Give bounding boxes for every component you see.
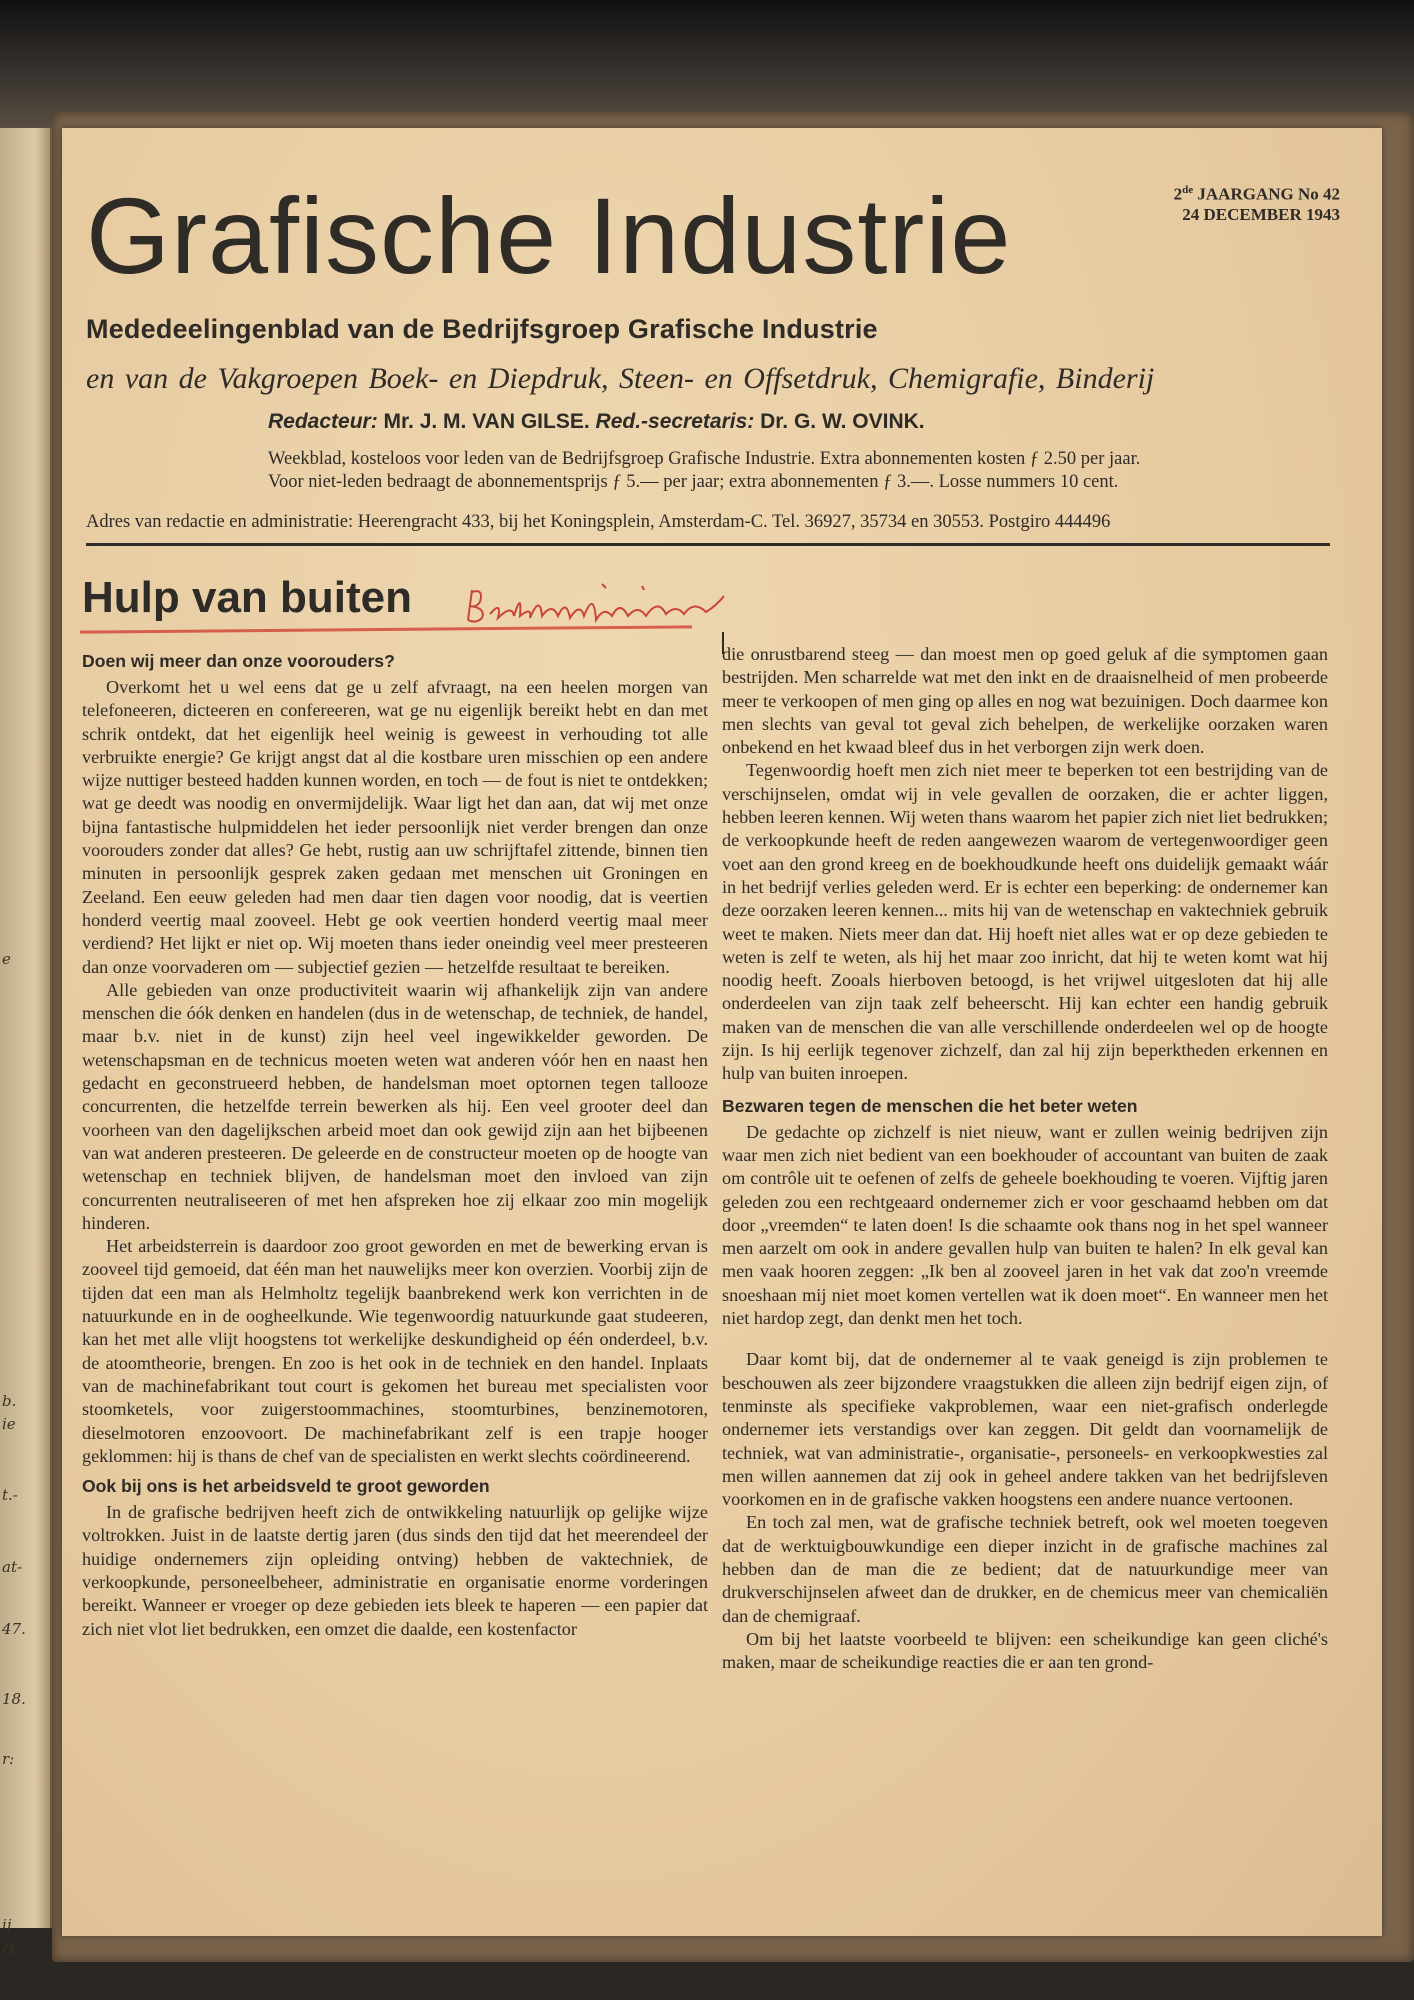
margin-fragment: 47. (2, 1620, 26, 1638)
paragraph: In de grafische bedrijven heeft zich de ontwikkeling natuurlijk op gelijke wijze voltrokken. Juist in de laatste dertig jaren (dus sinds den tijd dat het meerendeel der huidige ondernemers zijn opleiding ontving) hebben de vaktechniek, de verkoopkunde, personeelbeheer, administratie en organisatie enorme vorderingen bereikt. Wanneer er vroeger op deze gebieden iets bleek te haperen — een papier dat zich niet vlot liet bedrukken, een omzet die daalde, een kostenfactor (82, 1502, 708, 1639)
issue-superscript: de (1182, 184, 1194, 196)
margin-fragment: ie (2, 1415, 16, 1433)
margin-fragment: t.- (2, 1486, 18, 1504)
paragraph: Het arbeidsterrein is daardoor zoo groot geworden en met de bewerking ervan is zooveel tijd gemoeid, dat één man het nauwelijks meer kon overzien. Voorbij zijn de tijden dat een man als Helmholtz tegelijk baanbrekend werk kon verrichten in de natuurkunde en in de oogheelkunde. Wie tegenwoordig natuurkunde gaat studeeren, kan het met alle vlijt hoogstens tot werkelijke deskundigheid op één onderdeel, b.v. de atoomtheorie, brengen. En zoo is het ook in de techniek en den handel. Inplaats van de machinefabrikant tout court is gekomen het bureau met specialisten voor stoomketels, voor zuigerstoommachines, stoomturbines, benzinemotoren, dieselmotoren enzoovoort. De machinefabrikant zelf is een trapje hooger geklommen: hij is thans de chef van de specialisten en werkt slechts coördineerend. (82, 1236, 708, 1466)
left-page-edge (0, 128, 52, 1958)
paragraph: Daar komt bij, dat de ondernemer al te vaak geneigd is zijn problemen te beschouwen als zeer bijzondere vraagstukken die alleen zijn bedrijf eigen zijn, of tenminste als specifieke vakproblemen, waar een niet-grafisch onderlegde ondernemer iets verstandigs over kan zeggen. Dit geldt dan voornamelijk de techniek, wat van administratie-, organisatie-, personeels- en verkoopkwesties zal men willen aannemen dat zij ook in geheel andere takken van het bedrijfsleven voorkomen en in de grafische vakken hoogstens een andere nuance vertoonen. (722, 1349, 1328, 1510)
subscription-line: Voor niet-leden bedraagt de abonnementsprijs ƒ 5.— per jaar; extra abonnementen ƒ 3.—. Losse nummers 10 cent. (268, 472, 1119, 492)
paragraph: Tegenwoordig hoeft men zich niet meer te beperken tot een bestrijding van de verschijnselen, omdat wij in vele gevallen de oorzaken, die er achter liggen, hebben leeren kennen. Wij weten thans waarom het papier zich niet liet bedrukken; de verkoopkunde heeft de reden aangewezen waarom de vertegenwoordiger geen voet aan den grond kreeg en de boekhoudkunde heeft ons duidelijk gemaakt wáár in het bedrijf verlies geleden werd. Er is echter een beperking: de ondernemer kan deze oorzaken leeren kennen... mits hij van de wetenschap en vaktechniek gebruik weet te maken. Niets meer dan dat. Hij hoeft niet alles wat er op deze gebieden te weten is zelf te weten, als hij het maar zoo inricht, dat hij te weten komt wat hij noodig heeft. Zooals hierboven betoogd, is het vrijwel uitgesloten dat hij alle onderdeelen van zijn taak zelf beheerscht. Hij kan echter een handig gebruik maken van de menschen die van alle verschillende onderdeelen wel op de hoogte zijn. Is hij eerlijk tegenover zichzelf, dan zal hij zijn beperktheden erkennen en hulp van buiten inroepen. (722, 760, 1328, 1084)
margin-fragment: ij (2, 1916, 12, 1934)
paragraph: De gedachte op zichzelf is niet nieuw, want er zullen weinig bedrijven zijn waar men zich niet bedient van een boekhouder of accountant van buiten de zaak om contrôle uit te oefenen of zelfs de geheele boekhouding te voeren. Vijftig jaren geleden zou een rechtgeaard ondernemer zich er voor geschaamd hebben om dat door „vreemden“ te laten doen! Is die schaamte ook thans nog in het spel wanneer men aarzelt om ook in andere gevallen hulp van buiten te halen? In elk geval kan men vaak hooren zeggen: „Ik ben al zooveel jaren in het vak dat zoo'n vreemde snoeshaan mij niet moet komen vertellen wat ik doen moet“. En wanneer men het niet hardop zegt, dan denkt men het toch. (722, 1121, 1328, 1329)
issue-number: JAARGANG No 42 (1193, 184, 1340, 204)
section-heading: Doen wij meer dan onze voorouders? (82, 651, 395, 671)
handwritten-annotation (462, 580, 732, 630)
masthead-subtitle: Mededeelingenblad van de Bedrijfsgroep Grafische Industrie (86, 314, 878, 344)
margin-fragment: 18. (2, 1690, 26, 1708)
paragraph: Alle gebieden van onze productiviteit waarin wij afhankelijk zijn van andere menschen die óók denken en handelen (dus in de wetenschap, de techniek, de handel, maar b.v. niet in de kunst) zijn heel veel ingewikkelder geworden. De wetenschapsman en de technicus moeten weten wat anderen vóór hen en naast hen gedacht en geconstrueerd hebben, de handelsman moet optornen tegen tallooze concurrenten, die hetzelfde terrein bewerken als hij. Een veel grooter deel dan voorheen van den dagelijkschen arbeid moet dan ook gewijd zijn aan het bijbeenen van wat anderen presteeren. De geleerde en de constructeur moeten op de hoogte van wetenschap en techniek blijven, de handelsman moet den invloed van zijn concurrenten neutraliseeren of met hen afspreken hoe zij elkaar zoo min mogelijk hinderen. (82, 979, 708, 1233)
issue-date: 24 DECEMBER 1943 (1182, 204, 1340, 224)
masthead-title: Grafische Industrie (86, 175, 1012, 296)
secretary-name: Dr. G. W. OVINK. (754, 410, 925, 433)
issue-prefix: 2 (1173, 184, 1183, 204)
masthead-subtitle-groups: en van de Vakgroepen Boek- en Diepdruk, Steen- en Offsetdruk, Chemigrafie, Binderij (86, 362, 1155, 395)
paragraph: die onrustbarend steeg — dan moest men op goed geluk af die symptomen gaan bestrijden. Men scharrelde wat met den inkt en de draaisnelheid of men probeerde meer te verkoopen of men ging op alles en nog wat bezuinigen. Doch daarmee kon men slechts van geval tot geval zich behelpen, de werkelijke oorzaken waren onbekend en het kwaad bleef dus in het verborgen zijn werk doen. (722, 644, 1328, 758)
margin-fragment: b. (2, 1392, 17, 1410)
article-title: Hulp van buiten (82, 573, 412, 622)
margin-fragment: /1 (2, 1940, 17, 1958)
margin-fragment: at- (2, 1558, 23, 1576)
editor-line (268, 410, 925, 434)
margin-fragment: e (2, 950, 11, 968)
section-heading: Ook bij ons is het arbeidsveld te groot geworden (82, 1476, 490, 1497)
subscription-line: Weekblad, kosteloos voor leden van de Bedrijfsgroep Grafische Industrie. Extra abonnementen kosten ƒ 2.50 per jaar. (268, 449, 1141, 469)
margin-fragment: r: (2, 1750, 15, 1768)
subscription-info (268, 448, 1328, 494)
article-column-right (722, 643, 1328, 1674)
paragraph: En toch zal men, wat de grafische techniek betreft, ook wel moeten toegeven dat de werktuigbouwkundige een dieper inzicht in de grafische machines zal hebben dan de man die ze bedient; dat de natuurkundige meer van drukverschijnselen afweet dan de drukker, en de chemicus meer van chemicaliën dan de chemigraaf. (722, 1512, 1328, 1626)
address-line: Adres van redactie en administratie: Heerengracht 433, bij het Koningsplein, Amsterdam-C. Tel. 36927, 35734 en 30553. Postgiro 444496 (86, 512, 1111, 532)
paragraph: Om bij het laatste voorbeeld te blijven: een scheikundige kan geen cliché's maken, maar de scheikundige reacties die er aan ten grond- (722, 1628, 1328, 1673)
secretary-label: Red.-secretaris: (589, 410, 755, 433)
article-column-left (82, 643, 708, 1641)
issue-volume (1100, 180, 1340, 205)
masthead-rule (86, 543, 1330, 546)
paragraph: Overkomt het u wel eens dat ge u zelf afvraagt, na een heelen morgen van telefoneeren, dicteeren en confereeren, wat ge nu eigenlijk bereikt hebt en dan met schrik ontdekt, dat het eigenlijk heel weinig is geweest in verhouding tot alle verbruikte energie? Ge krijgt angst dat al die kostbare uren misschien op een andere wijze nuttiger besteed hadden kunnen worden, en toch — de fout is niet te ontdekken; wat ge deedt was noodig en onvermijdelijk. Waar ligt het dan aan, dat wij met onze bijna fantastische hulpmiddelen het ieder persoonlijk niet verder brengen dan onze voorouders zonder dat alles? Ge hebt, rustig aan uw schrijftafel zittende, binnen tien minuten in persoonlijk gesprek zaken gedaan met menschen uit Groningen en Zeeland. Een eeuw geleden had men daar tien dagen voor noodig, dat is veertien honderd veertig maal zooveel. Hebt ge ook veertien honderd veertig maal meer verdiend? Het lijkt er niet op. Wij moeten thans ieder oneindig veel meer presteeren dan onze voorvaderen om — subjectief gezien — hetzelfde resultaat te bereiken. (82, 677, 708, 977)
section-heading: Bezwaren tegen de menschen die het beter weten (722, 1095, 1138, 1116)
editor-label: Redacteur: (268, 410, 378, 433)
issue-info (1100, 180, 1340, 225)
photo-backdrop (0, 0, 1414, 130)
editor-name: Mr. J. M. VAN GILSE. (377, 410, 590, 433)
